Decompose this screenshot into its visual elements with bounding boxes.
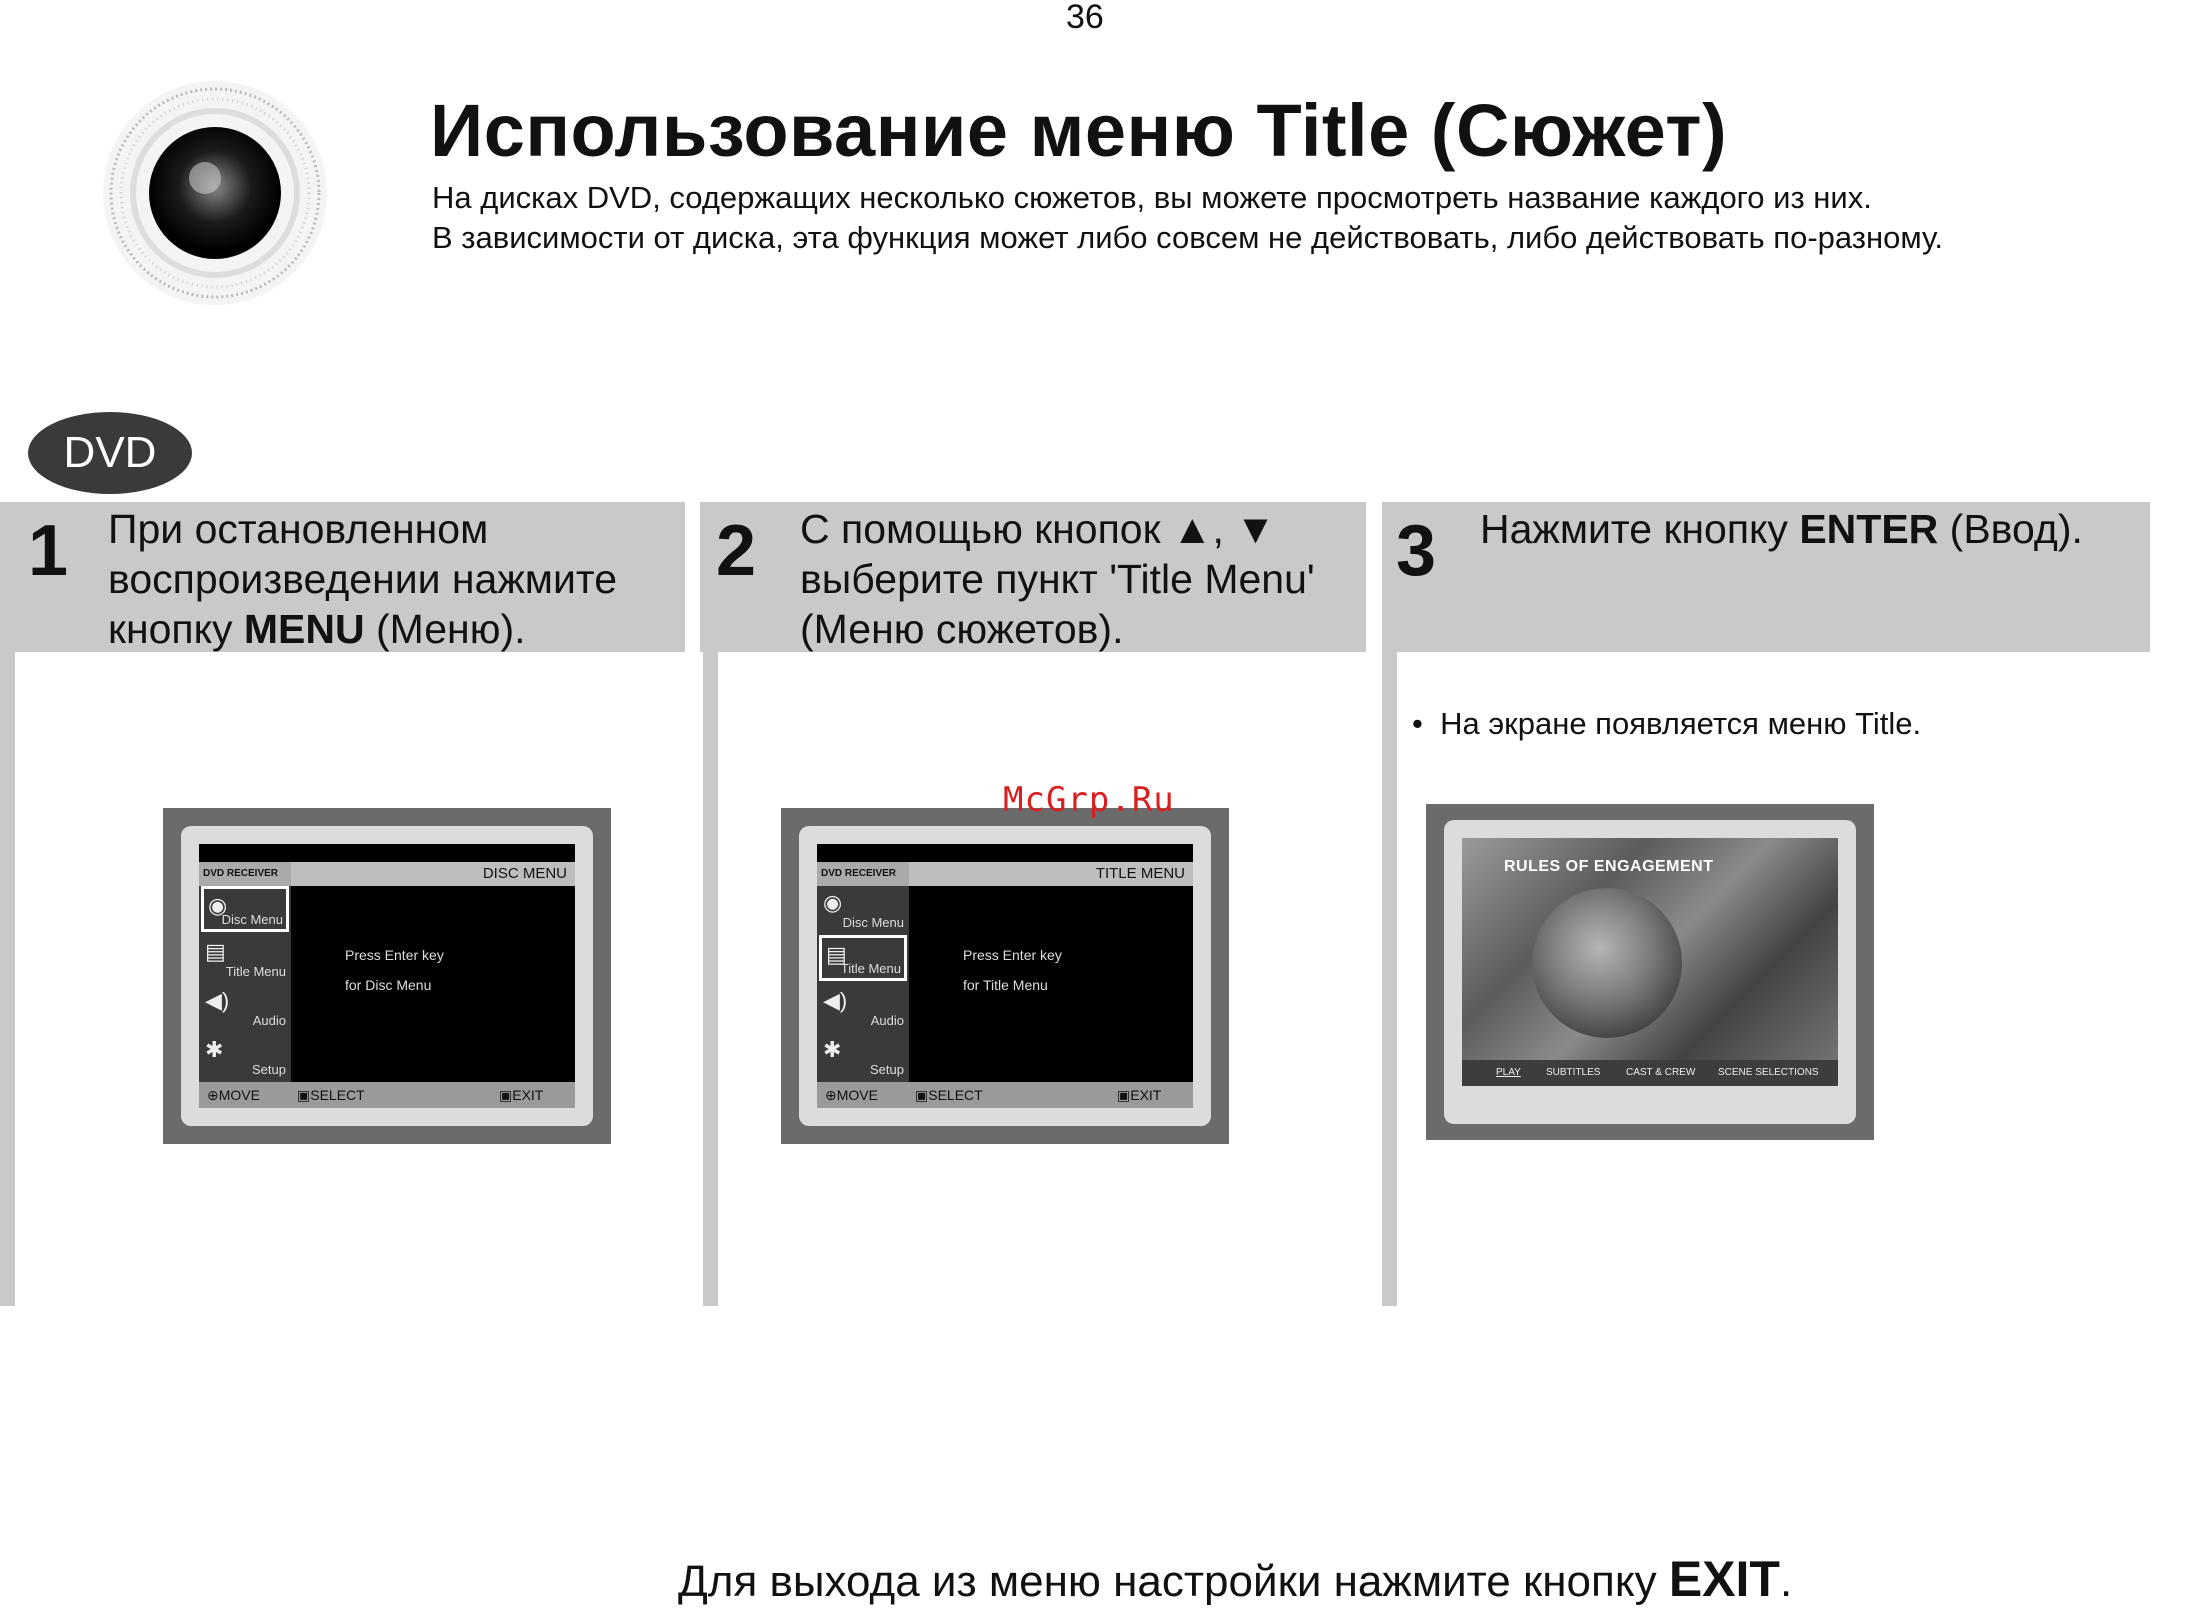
select-hint: ▣ SELECT [915,1087,983,1103]
movie-menu-subtitles: SUBTITLES [1546,1067,1601,1078]
watermark: McGrp.Ru [1003,780,1175,820]
speaker-icon: ◀) [823,988,848,1013]
dvd-badge: DVD [28,412,192,494]
movie-title-menu-screen [1426,804,1874,1140]
exit-hint: ▣ EXIT [1117,1087,1162,1103]
osd-header: TITLE MENU [909,862,1193,886]
page-number: 36 [1066,0,1104,36]
osd-item-disc-menu: ◉ Disc Menu [201,886,289,932]
column-1-bar [0,652,15,1306]
movie-title: RULES OF ENGAGEMENT [1504,858,1714,875]
footer-note: Для выхода из меню настройки нажмите кнопку EXIT. [678,1551,1793,1607]
osd-footer [817,1082,1193,1108]
osd-message: Press Enter key for Disc Menu [345,947,444,993]
title-icon: ▤ [205,939,226,964]
step-3-number: 3 [1396,511,1437,591]
intro-line-1: На дисках DVD, содержащих несколько сюжетов, вы можете просмотреть название каждого из них. [432,180,1872,215]
gear-icon: ✱ [205,1037,224,1062]
osd-screen-title-menu [781,808,1229,1144]
move-hint: ⊕ MOVE [825,1087,878,1103]
movie-menu-scenes: SCENE SELECTIONS [1718,1067,1819,1078]
movie-face-image [1532,888,1682,1038]
osd-item-audio: ◀) Audio [823,988,904,1028]
osd-receiver-label: DVD RECEIVER [199,862,291,886]
speaker-icon: ◀) [205,988,230,1013]
disc-icon: ◉ [208,893,228,918]
bullet-note: • На экране появляется меню Title. [1412,706,1922,741]
osd-item-disc-menu: ◉ Disc Menu [823,890,904,930]
page-title: Использование меню Title (Сюжет) [430,89,1728,172]
osd-item-setup: ✱ Setup [823,1037,904,1077]
osd-item-title-menu: ▤ Title Menu [205,939,286,979]
osd-item-title-menu: ▤ Title Menu [819,935,907,981]
step-1-number: 1 [28,511,69,591]
osd-item-setup: ✱ Setup [205,1037,286,1077]
osd-item-audio: ◀) Audio [205,988,286,1028]
osd-footer [199,1082,575,1108]
exit-hint: ▣ EXIT [499,1087,544,1103]
step-1-text: При остановленном воспроизведении нажмите кнопку MENU (Меню). [108,506,617,652]
title-icon: ▤ [826,942,847,967]
step-3-text: Нажмите кнопку ENTER (Ввод). [1480,506,2083,552]
movie-menu-bar [1462,1060,1838,1086]
step-2-text: С помощью кнопок ▲, ▼ выберите пункт 'Title Menu' (Меню сюжетов). [800,506,1315,652]
move-hint: ⊕ MOVE [207,1087,260,1103]
column-3-bar [1382,652,1397,1306]
osd-header: DISC MENU [291,862,575,886]
step-2-number: 2 [716,511,757,591]
disc-icon: ◉ [823,890,843,915]
movie-menu-play: PLAY [1496,1067,1521,1078]
select-hint: ▣ SELECT [297,1087,365,1103]
column-2-bar [703,652,718,1306]
osd-screen-disc-menu [163,808,611,1144]
osd-message: Press Enter key for Title Menu [963,947,1062,993]
intro-line-2: В зависимости от диска, эта функция может либо совсем не действовать, либо действовать по-разному. [432,220,1944,255]
osd-receiver-label: DVD RECEIVER [817,862,909,886]
movie-menu-cast: CAST & CREW [1626,1067,1696,1078]
speaker-disc-icon [100,78,330,308]
gear-icon: ✱ [823,1037,842,1062]
